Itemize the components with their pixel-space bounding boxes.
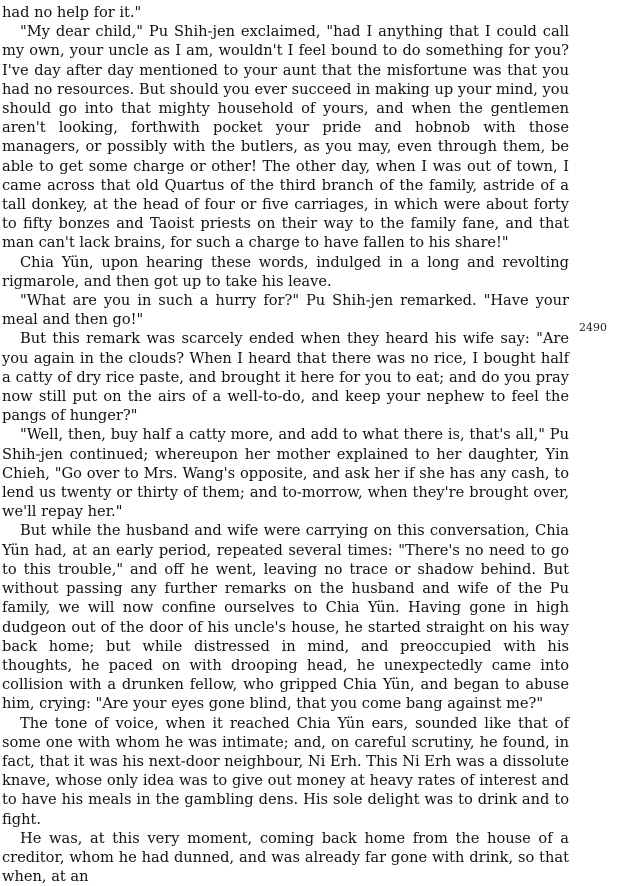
paragraph: He was, at this very moment, coming back home from the house of a creditor, whom he had dunned, and was already far gone with drink, so that when, at an [2,829,569,886]
paragraph: But while the husband and wife were carrying on this conversation, Chia Yün had, at an early period, repeated several times: "There's no need to go to this trouble," and off he went, leaving no trace or shadow behind. But without passing any further remarks on the husband and wife of the Pu family, we will now confine ourselves to Chia Yün. Having gone in high dudgeon out of the door of his uncle's house, he started straight on his way back home; but while distressed in mind, and preoccupied with his thoughts, he paced on with drooping head, he unexpectedly came into collision with a drunken fellow, who gripped Chia Yün, and began to abuse him, crying: "Are your eyes gone blind, that you come bang against me?" [2,522,569,713]
paragraph: Chia Yün, upon hearing these words, indulged in a long and revolting rigmarole, and then got up to take his leave. [2,253,569,290]
paragraph: "Well, then, buy half a catty more, and add to what there is, that's all," Pu Shih-jen continued; whereupon her mother explained to her daughter, Yin Chieh, "Go over to Mrs. Wang's opposite, and ask her if she has any cash, to lend us twenty or thirty of them; and to-morrow, when they're brought over, we'll repay her." [2,426,569,521]
paragraph: The tone of voice, when it reached Chia Yün ears, sounded like that of some one with whom he was intimate; and, on careful scrutiny, he found, in fact, that it was his next-door neighbour, Ni Erh. This Ni Erh was a dissolute knave, whose only idea was to give out money at heavy rates of interest and to have his meals in the gambling dens. His sole delight was to drink and to fight. [2,714,569,828]
paragraph: But this remark was scarcely ended when they heard his wife say: "Are you again in the clouds? When I heard that there was no rice, I bought half a catty of dry rice paste, and brought it here for you to eat; and do you pray now still put on the airs of a well-to-do, and keep your nephew to feel the pangs of hunger?" [2,330,569,425]
page-number: 2490 [579,321,607,334]
paragraph-continuation: had no help for it." [2,4,142,21]
paragraph: "What are you in such a hurry for?" Pu Shih-jen remarked. "Have your meal and then go!" [2,292,569,329]
paragraph: "My dear child," Pu Shih-jen exclaimed, "had I anything that I could call my own, your uncle as I am, wouldn't I feel bound to do something for you? I've day after day mentioned to your aunt that the misfortune was that you had no resources. But should you ever succeed in making up your mind, you should go into that mighty household of yours, and when the gentlemen aren't looking, forthwith pocket your pride and hobnob with those managers, or possibly with the butlers, as you may, even through them, be able to get some charge or other! The other day, when I was out of town, I came across that old Quartus of the third branch of the family, astride of a tall donkey, at the head of four or five carriages, in which were about forty to fifty bonzes and Taoist priests on their way to the family fane, and that man can't lack brains, for such a charge to have fallen to his share!" [2,23,569,252]
body-text [2,3,569,886]
